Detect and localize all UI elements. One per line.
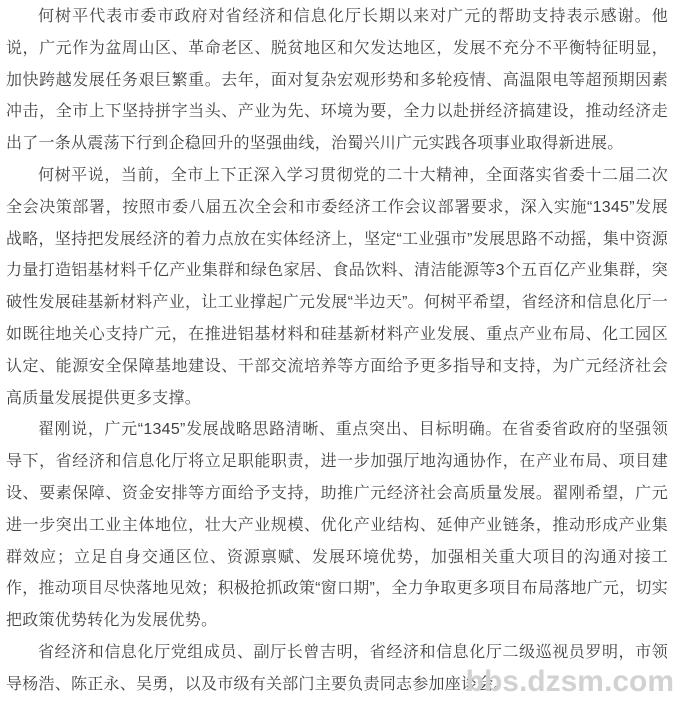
paragraph: 何树平代表市委市政府对省经济和信息化厅长期以来对广元的帮助支持表示感谢。他说，广元作为盆周山区、革命老区、脱贫地区和欠发达地区，发展不充分不平衡特征明显，加快跨越发展任务艰巨繁重。去年，面对复杂宏观形势和多轮疫情、高温限电等超预期因素冲击，全市上下坚持拼字当头、产业为先、环境为要，全力以赴拼经济搞建设，推动经济走出了一条从震荡下行到企稳回升的坚强曲线，治蜀兴川广元实践各项事业取得新进展。 (6, 8, 668, 153)
paragraph: 省经济和信息化厅党组成员、副厅长曾吉明，省经济和信息化厅二级巡视员罗明，市领导杨浩、陈正永、吴勇，以及市级有关部门主要负责同志参加座谈会。 (6, 643, 668, 693)
paragraph: 何树平说，当前，全市上下正深入学习贯彻党的二十大精神，全面落实省委十二届二次全会决策部署，按照市委八届五次全会和市委经济工作会议部署要求，深入实施“1345”发展战略，坚持把发展经济的着力点放在实体经济上，坚定“工业强市”发展思路不动摇，集中资源力量打造铝基材料千亿产业集群和绿色家居、食品饮料、清洁能源等3个五百亿产业集群，突破性发展硅基新材料产业，让工业撑起广元发展“半边天”。何树平希望，省经济和信息化厅一如既往地关心支持广元，在推进铝基材料和硅基新材料产业发展、重点产业布局、化工园区认定、能源安全保障基地建设、干部交流培养等方面给予更多指导和支持，为广元经济社会高质量发展提供更多支撑。 (6, 166, 668, 407)
site-watermark: bbs.dzsm.com (465, 665, 674, 698)
paragraph: 翟刚说，广元“1345”发展战略思路清晰、重点突出、目标明确。在省委省政府的坚强领导下，省经济和信息化厅将立足职能职责，进一步加强厅地沟通协作，在产业布局、项目建设、要素保障、资金安排等方面给予支持，助推广元经济社会高质量发展。翟刚希望，广元进一步突出工业主体地位，壮大产业规模、优化产业结构、延伸产业链条，推动形成产业集群效应；立足自身交通区位、资源禀赋、发展环境优势，加强相关重大项目的沟通对接工作，推动项目尽快落地见效；积极抢抓政策“窗口期”，全力争取更多项目布局落地广元，切实把政策优势转化为发展优势。 (6, 421, 668, 630)
